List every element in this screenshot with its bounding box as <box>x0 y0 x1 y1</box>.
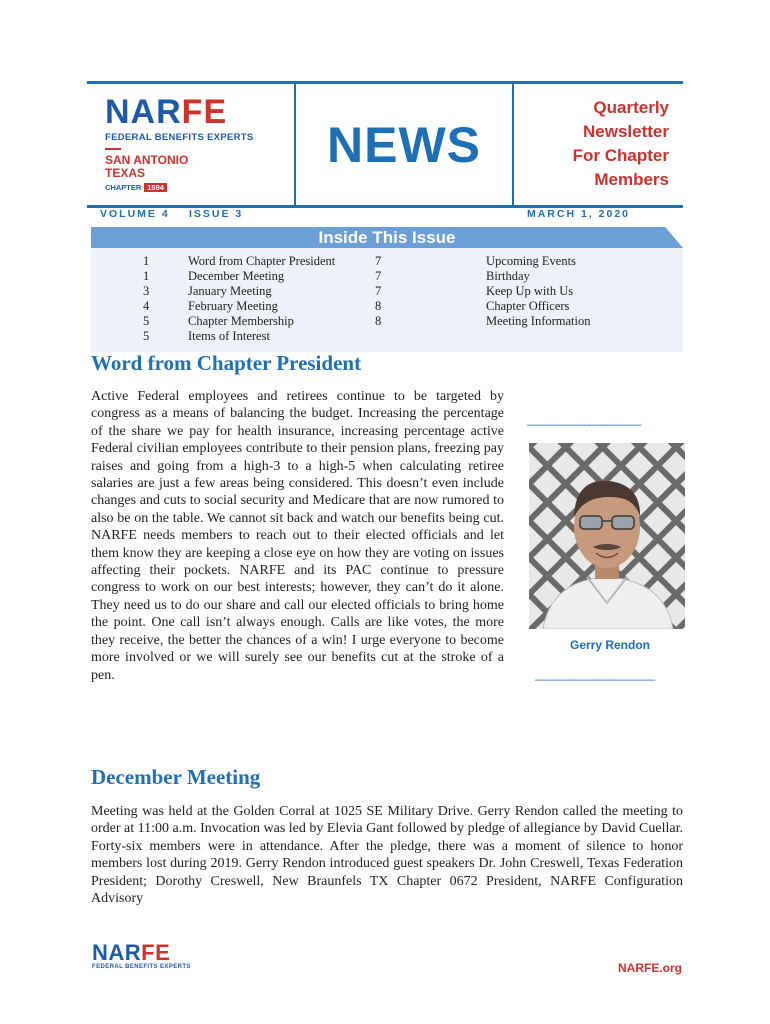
masthead <box>87 81 683 208</box>
toc-page: 8 <box>375 314 382 328</box>
footer-url-link[interactable]: NARFE.org <box>618 961 682 975</box>
president-heading: Word from Chapter President <box>91 351 362 375</box>
toc-right-titles <box>486 254 666 329</box>
toc-page: 7 <box>375 284 382 298</box>
tagline-line-3: For Chapter <box>572 146 669 165</box>
president-body: Active Federal employees and retirees continue to be targeted by congress as a means of balancing the budget. Increasing the percentage of the share we pay for health insurance, increasing percentage active Federal civilian employees contribute to their pension plans, freezing pay raises and going from a high-3 to a high-5 when calculating retiree salaries are just a few areas being considered. This doesn’t even include changes and cuts to social security and Medicare that are now rumored to also be on the table. We cannot sit back and watch our benefits being cut. NARFE needs members to reach out to their elected officials and let them know they are keeping a close eye on how they are voting on issues affecting their pockets. NARFE and its PAC continue to pressure congress to work on our best interests; however, they can’t do it alone. They need us to do our share and call our elected officials to bring home the point. One call isn’t always enough. Calls are like votes, the more they receive, the better the chances of a win! I urge everyone to become more involved or we will surely see our benefits cut at the stroke of a pen. <box>91 389 504 683</box>
photo-caption: Gerry Rendon <box>569 638 650 652</box>
issue-label: ISSUE 3 <box>189 208 244 220</box>
news-title: NEWS <box>327 116 481 173</box>
chapter-number-badge: 1594 <box>144 183 167 192</box>
december-heading: December Meeting <box>91 765 261 789</box>
toc-page: 5 <box>143 329 150 343</box>
toc-page: 7 <box>375 254 382 268</box>
toc-item[interactable]: February Meeting <box>188 299 278 313</box>
narfe-logo <box>87 84 296 205</box>
toc-right-pages <box>375 254 395 329</box>
toc-item[interactable]: December Meeting <box>188 269 285 283</box>
logo-wordmark: NARFE <box>105 93 228 131</box>
toc-left-titles <box>188 254 368 344</box>
tagline <box>514 84 683 205</box>
toc-page: 1 <box>143 254 150 268</box>
news-title-cell <box>296 84 514 205</box>
logo-city-line2: TEXAS <box>105 166 146 180</box>
december-body: Meeting was held at the Golden Corral at 1025 SE Military Drive. Gerry Rendon called the meeting to order at 11:00 a.m. Invocation was led by Elevia Gant followed by pledge of allegiance by David Cuellar. Forty-six members were in attendance. After the pledge, there was a moment of silence to honor members lost during 2019. Gerry Rendon introduced guest speakers Dr. John Creswell, Texas Federation President; Dorothy Creswell, New Braunfels TX Chapter 0672 President, NARFE Configuration Advisory <box>91 804 683 907</box>
toc-item[interactable]: Birthday <box>486 269 530 283</box>
toc-page: 1 <box>143 269 150 283</box>
president-photo <box>529 443 685 629</box>
tagline-line-1: Quarterly <box>593 98 669 117</box>
sidebar-rule-top: ____________________ <box>527 412 641 426</box>
tagline-line-4: Members <box>594 170 669 189</box>
toc-item[interactable]: Keep Up with Us <box>486 284 574 298</box>
volume-label: VOLUME 4 <box>100 208 170 220</box>
toc-item[interactable]: Chapter Officers <box>486 299 570 313</box>
logo-subtitle: FEDERAL BENEFITS EXPERTS <box>105 132 254 143</box>
logo-city-line1: SAN ANTONIO <box>105 153 189 167</box>
portrait-icon <box>529 443 685 629</box>
tagline-line-2: Newsletter <box>583 122 669 141</box>
issue-date: MARCH 1, 2020 <box>526 208 630 220</box>
logo-divider <box>105 148 121 150</box>
toc-item[interactable]: Meeting Information <box>486 314 591 328</box>
toc-item[interactable]: Chapter Membership <box>188 314 294 328</box>
toc-item[interactable]: Upcoming Events <box>486 254 576 268</box>
footer-wordmark: NARFE <box>92 940 171 965</box>
toc-page: 3 <box>143 284 150 298</box>
toc-item[interactable]: Items of Interest <box>188 329 270 343</box>
inside-this-issue <box>91 227 683 352</box>
toc-page: 7 <box>375 269 382 283</box>
toc-page: 4 <box>143 299 150 313</box>
toc-page: 8 <box>375 299 382 313</box>
toc-page: 5 <box>143 314 150 328</box>
toc-item[interactable]: Word from Chapter President <box>188 254 336 268</box>
footer-logo-subtitle: FEDERAL BENEFITS EXPERTS <box>92 964 191 970</box>
toc-item[interactable]: January Meeting <box>188 284 272 298</box>
footer-logo <box>92 942 191 970</box>
sidebar-rule-bottom: _____________________ <box>535 667 655 681</box>
toc-left-pages <box>143 254 163 344</box>
logo-chapter: CHAPTER 1594 <box>105 183 294 192</box>
inside-title: Inside This Issue <box>318 228 456 247</box>
